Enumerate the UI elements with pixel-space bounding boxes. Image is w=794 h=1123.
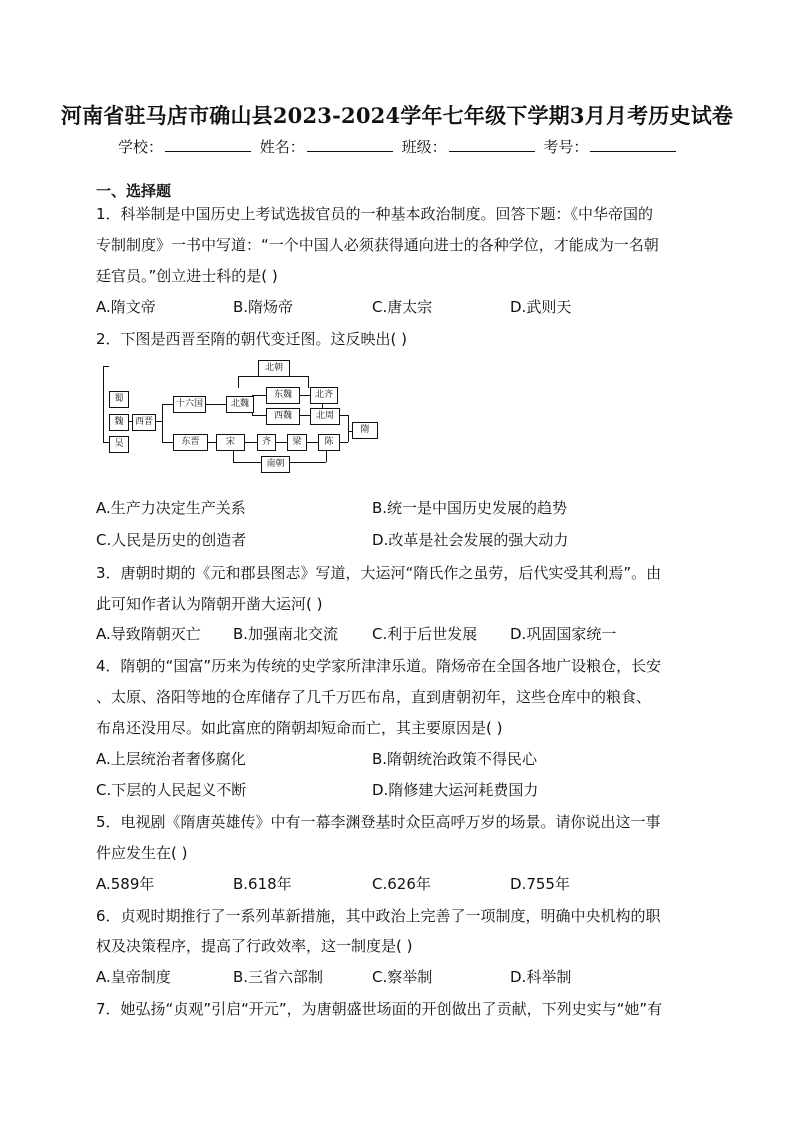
q6-option-c[interactable]: C.察举制: [372, 968, 433, 986]
q1-line-1: 1．科举制是中国历史上考试选拔官员的一种基本政治制度。回答下题：《中华帝国的: [96, 205, 654, 223]
q5-option-d[interactable]: D.755年: [510, 875, 570, 893]
q6-line-1: 6．贞观时期推行了一系列革新措施，其中政治上完善了一项制度，明确中央机构的职: [96, 907, 661, 925]
name-blank[interactable]: [307, 139, 393, 152]
q3-option-c[interactable]: C.利于后世发展: [372, 625, 478, 643]
q1-line-3: 廷官员。”创立进士科的是( ): [96, 267, 278, 285]
q5-line-2: 件应发生在( ): [96, 844, 188, 862]
box-wu: 吴: [109, 436, 129, 453]
q4-line-3: 布帛还没用尽。如此富庶的隋朝却短命而亡，其主要原因是( ): [96, 719, 503, 737]
q3-option-d[interactable]: D.巩固国家统一: [510, 625, 617, 643]
q3-option-b[interactable]: B.加强南北交流: [233, 625, 339, 643]
class-blank[interactable]: [449, 139, 535, 152]
q1-option-b[interactable]: B.隋炀帝: [233, 298, 294, 316]
q4-line-1: 4．隋朝的“国富”历来为传统的史学家所津津乐道。隋炀帝在全国各地广设粮仓，长安: [96, 657, 662, 675]
box-dongjin: 东晋: [173, 434, 208, 451]
box-beiwei: 北魏: [226, 396, 254, 413]
id-blank[interactable]: [590, 139, 676, 152]
q1-option-d[interactable]: D.武则天: [510, 298, 572, 316]
school-label: 学校：: [118, 138, 164, 156]
left-bracket-line: [103, 366, 104, 442]
box-beiqi: 北齐: [310, 387, 338, 404]
box-xijin: 西晋: [132, 414, 156, 431]
name-label: 姓名：: [259, 138, 305, 156]
box-nanchao: 南朝: [261, 456, 290, 473]
box-beizhou: 北周: [310, 408, 340, 425]
box-chen: 陈: [318, 434, 340, 451]
q5-option-c[interactable]: C.626年: [372, 875, 431, 893]
class-label: 班级：: [401, 138, 447, 156]
q4-option-b[interactable]: B.隋朝统治政策不得民心: [372, 750, 538, 768]
q4-option-a[interactable]: A.上层统治者奢侈腐化: [96, 750, 246, 768]
dynasty-diagram: [98, 358, 380, 486]
box-dongwei: 东魏: [266, 387, 300, 404]
q6-option-b[interactable]: B.三省六部制: [233, 968, 324, 986]
box-xiwei: 西魏: [266, 408, 300, 425]
box-shu: 蜀: [109, 391, 129, 408]
exam-title: 河南省驻马店市确山县2023-2024学年七年级下学期3月月考历史试卷: [60, 103, 734, 128]
q1-option-c[interactable]: C.唐太宗: [372, 298, 433, 316]
q1-line-2: 专制制度》一书中写道：“一个中国人必须获得通向进士的各种学位，才能成为一名朝: [96, 236, 659, 254]
q3-option-a[interactable]: A.导致隋朝灭亡: [96, 625, 201, 643]
q4-option-d[interactable]: D.隋修建大运河耗费国力: [372, 781, 539, 799]
school-blank[interactable]: [165, 139, 251, 152]
q3-line-1: 3．唐朝时期的《元和郡县图志》写道，大运河“隋氏作之虽劳，后代实受其利焉”。由: [96, 564, 662, 582]
box-liang: 梁: [287, 434, 307, 451]
q1-option-a[interactable]: A.隋文帝: [96, 298, 156, 316]
box-beichao: 北朝: [258, 360, 290, 377]
box-qi: 齐: [257, 434, 276, 451]
q6-line-2: 权及决策程序，提高了行政效率，这一制度是( ): [96, 937, 413, 955]
q2-line-1: 2．下图是西晋至隋的朝代变迁图。这反映出( ): [96, 330, 408, 348]
q4-line-2: 、太原、洛阳等地的仓库储存了几千万匹布帛，直到唐朝初年，这些仓库中的粮食、: [96, 688, 652, 706]
q2-option-d[interactable]: D.改革是社会发展的强大动力: [372, 531, 569, 549]
q2-option-a[interactable]: A.生产力决定生产关系: [96, 499, 246, 517]
box-wei: 魏: [109, 414, 129, 431]
q2-option-b[interactable]: B.统一是中国历史发展的趋势: [372, 499, 568, 517]
section-heading: 一、选择题: [96, 182, 172, 200]
q4-option-c[interactable]: C.下层的人民起义不断: [96, 781, 247, 799]
q3-line-2: 此可知作者认为隋朝开凿大运河( ): [96, 595, 323, 613]
q5-option-a[interactable]: A.589年: [96, 875, 155, 893]
q2-option-c[interactable]: C.人民是历史的创造者: [96, 531, 247, 549]
q5-option-b[interactable]: B.618年: [233, 875, 292, 893]
q6-option-a[interactable]: A.皇帝制度: [96, 968, 171, 986]
q7-line-1: 7．她弘扬“贞观”引启“开元”，为唐朝盛世场面的开创做出了贡献，下列史实与“她”有: [96, 1000, 663, 1018]
box-shiliuguo: 十六国: [173, 396, 206, 413]
student-info-row: [118, 136, 680, 157]
box-song: 宋: [216, 434, 245, 451]
q6-option-d[interactable]: D.科举制: [510, 968, 572, 986]
id-label: 考号：: [543, 138, 589, 156]
box-sui: 隋: [352, 422, 378, 439]
q5-line-1: 5．电视剧《隋唐英雄传》中有一幕李渊登基时众臣高呼万岁的场景。请你说出这一事: [96, 813, 661, 831]
